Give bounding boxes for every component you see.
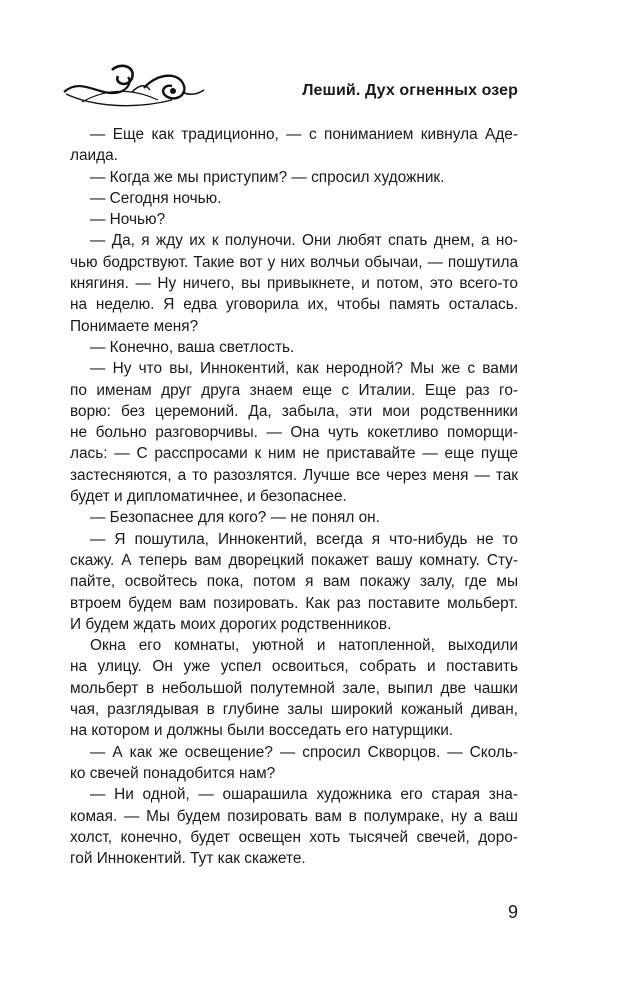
text-line: комая. — Мы будем позировать вам в полумраке, ну а ваш <box>70 807 518 825</box>
text-line: — Да, я жду их к полуночи. Они любят спать днем, а но- <box>90 232 518 250</box>
text-line: И будем ждать моих дорогих родственников. <box>70 615 392 633</box>
text-line: гой Иннокентий. Тут как скажете. <box>70 850 306 868</box>
text-line: ко свечей понадобится нам? <box>70 764 276 782</box>
text-line: лась: — С расспросами к ним не приставайте — еще пуще <box>70 445 518 463</box>
text-line: лаида. <box>70 147 118 165</box>
text-line: пайте, освойтесь пока, потом я вам покажу залу, где мы <box>70 573 518 591</box>
text-line: — Ни одной, — ошарашила художника его старая зна- <box>90 786 518 804</box>
text-line: — Конечно, ваша светлость. <box>90 338 295 356</box>
text-line: холст, конечно, будет освещен хоть тысячей свечей, доро- <box>70 828 518 846</box>
text-line: втроем будем вам позировать. Как раз поставите мольберт. <box>70 594 518 612</box>
text-line: — А как же освещение? — спросил Скворцов. — Сколь- <box>90 743 518 761</box>
text-line: на котором и должны были восседать его натурщики. <box>70 722 454 740</box>
text-line: княгиня. — Ну ничего, вы привыкнете, и потом, это всего-то <box>70 275 518 293</box>
text-line: застесняются, а то разозлятся. Лучше все через меня — так <box>70 466 518 484</box>
running-title: Леший. Дух огненных озер <box>302 82 518 99</box>
text-line: — Ну что вы, Иннокентий, как неродной? Мы же с вами <box>90 360 518 378</box>
text-line: — Еще как традиционно, — с пониманием кивнула Аде- <box>90 126 518 143</box>
body-text <box>70 124 518 869</box>
text-line: на улицу. Он уже успел освоиться, собрать и поставить <box>70 658 518 676</box>
page-number: 9 <box>507 902 518 922</box>
text-line: мольберт в небольшой полутемной зале, выпил две чашки <box>70 679 518 697</box>
text-line: чью бодрствуют. Такие вот у них волчьи обычаи, — пошутила <box>70 253 518 271</box>
text-line: — Безопаснее для кого? — не понял он. <box>90 509 380 527</box>
text-line: — Ночью? <box>90 211 166 229</box>
text-line: — Я пошутила, Иннокентий, всегда я что-нибудь не то <box>90 530 518 548</box>
text-line: не больно разговорчивы. — Она чуть кокетливо поморщи- <box>70 424 518 442</box>
text-line: по именам друг друга знаем еще с Италии. Еще раз го- <box>70 381 518 399</box>
text-line: — Сегодня ночью. <box>90 189 222 207</box>
flourish-ornament-icon <box>62 62 212 112</box>
running-header <box>62 62 518 112</box>
text-line: чая, разглядывая в глубине залы широкий кожаный диван, <box>70 701 518 719</box>
text-line: будет и дипломатичнее, и безопаснее. <box>70 488 347 506</box>
text-line: Понимаете меня? <box>70 317 199 335</box>
text-line: на неделю. Я едва уговорила их, чтобы память осталась. <box>70 296 518 314</box>
text-line: скажу. А теперь вам дворецкий покажет вашу комнату. Сту- <box>70 551 518 569</box>
text-line: ворю: без церемоний. Да, забыла, эти мои родственники <box>70 402 518 420</box>
text-line: — Когда же мы приступим? — спросил художник. <box>90 168 445 186</box>
text-line: Окна его комнаты, уютной и натопленной, выходили <box>90 637 518 655</box>
